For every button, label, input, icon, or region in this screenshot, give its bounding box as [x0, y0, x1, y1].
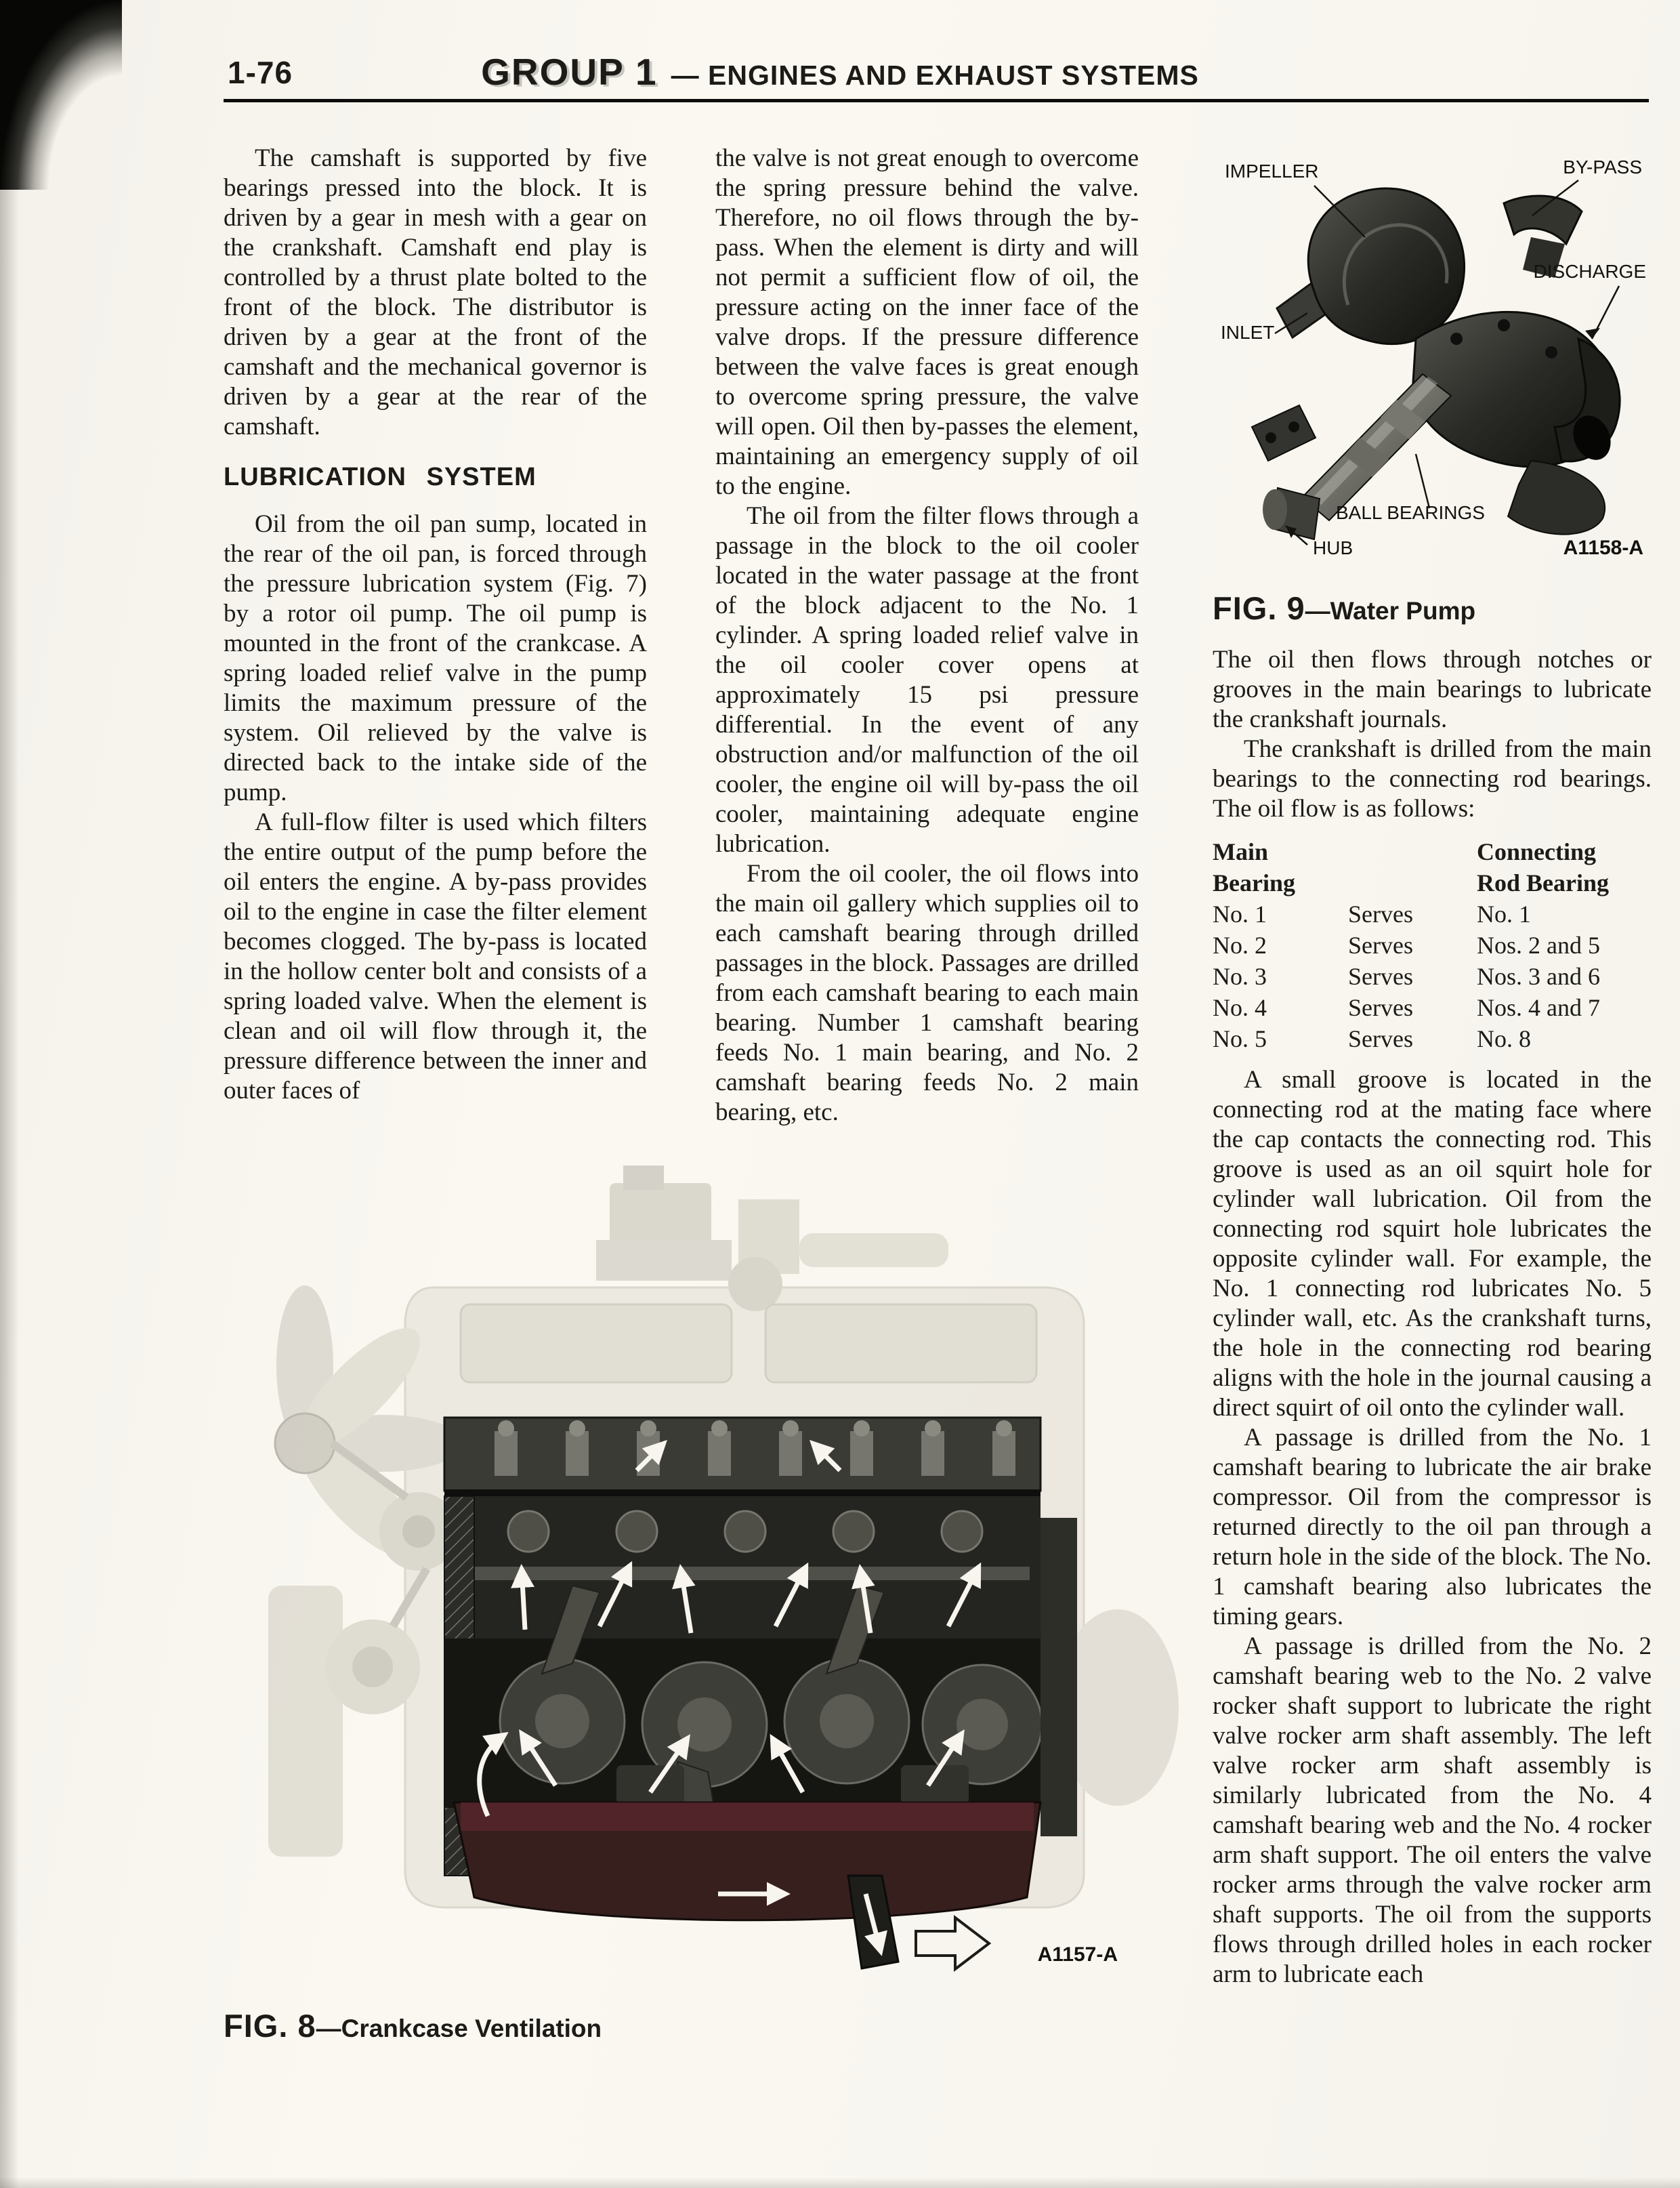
outlet-arrow: [916, 1918, 989, 1969]
table-cell: No. 5: [1213, 1025, 1267, 1052]
column-2: [715, 144, 1139, 1128]
table-cell: Nos. 3 and 6: [1477, 963, 1600, 990]
table-header-rod: Connecting Rod Bearing: [1477, 838, 1610, 896]
figure-crankcase-ventilation: [203, 1152, 1199, 1985]
paragraph: the valve is not great enough to overcome the spring pressure behind the valve. Therefore, no oil flows through the by-pass. When the element is dirty and will not permit a sufficient flow of oil, the pressure acting on the inner face of the valve drops. If the pressure difference between the valve faces is great enough to overcome spring pressure, the valve will open. Oil then by-passes the element, maintaining an emergency supply of oil to the engine.: [715, 144, 1139, 500]
table-cell: Nos. 2 and 5: [1477, 932, 1600, 959]
page-header: [0, 50, 1680, 94]
table-cell: Serves: [1348, 963, 1413, 990]
paragraph: The camshaft is supported by five bearings pressed into the block. It is driven by a gear in mesh with a gear on the crankshaft. Camshaft end play is controlled by a thrust plate bolted to the front of the block. The distributor is driven by a gear at the front of the camshaft and the mechanical governor is driven by a gear at the rear of the camshaft.: [224, 144, 647, 440]
paragraph: The oil from the filter flows through a passage in the block to the oil cooler located in the water passage at the front of the block adjacent to the No. 1 cylinder. A spring loaded relief valve in the oil cooler cover opens at approximately 15 psi pressure differential. In the event of any obstruction and/or malfunction of the oil cooler, the engine oil will by-pass the oil cooler, maintaining adequate engine lubrication.: [715, 502, 1139, 858]
fig9-caption: [1213, 590, 1652, 626]
paragraph: The crankshaft is drilled from the main bearings to the connecting rod bearings. The oil flow is as follows:: [1213, 735, 1652, 823]
paragraph: Oil from the oil pan sump, located in the rear of the oil pan, is forced through the pressure lubrication system (Fig. 7) by a rotor oil pump. The oil pump is mounted in the front of the crankcase. A spring loaded relief valve in the pump limits the maximum pressure of the system. Oil relieved by the valve is directed back to the intake side of the pump.: [224, 510, 647, 806]
figure-water-pump: [1213, 136, 1652, 583]
column-3: [1213, 136, 1652, 1989]
fig8-caption-title: —Crankcase Ventilation: [316, 2015, 602, 2042]
scan-edge-left: [0, 0, 19, 2188]
oil-flow-table: [1213, 836, 1652, 1054]
table-cell: Serves: [1348, 901, 1413, 928]
fig8-caption: [224, 2007, 602, 2044]
scan-corner-artifact: [0, 0, 122, 190]
engine-cutaway-section: [444, 1418, 1077, 1968]
table-cell: No. 8: [1477, 1025, 1531, 1052]
table-cell: Serves: [1348, 932, 1413, 959]
table-cell: Nos. 4 and 7: [1477, 994, 1600, 1021]
table-cell: Serves: [1348, 994, 1413, 1021]
label-discharge: DISCHARGE: [1533, 261, 1646, 282]
water-pump-illustration: [1252, 188, 1620, 539]
paragraph: The oil then flows through notches or grooves in the main bearings to lubricate the crankshaft journals.: [1213, 646, 1652, 733]
label-hub: HUB: [1313, 537, 1353, 558]
table-cell: No. 4: [1213, 994, 1267, 1021]
paragraph: A full-flow filter is used which filters the entire output of the pump before the oil enters the engine. A by-pass provides oil to the engine in case the filter element becomes clogged. The by-pass is located in the hollow center bolt and consists of a spring loaded valve. When the element is clean and oil will flow through it, the pressure difference between the inner and outer faces of: [224, 808, 647, 1105]
label-inlet: INLET: [1221, 322, 1275, 343]
paragraph: A passage is drilled from the No. 2 camshaft bearing web to the No. 2 valve rocker shaft support to lubricate the right valve rocker arm shaft assembly. The left valve rocker arm shaft assembly is similarly lubricated from the No. 4 camshaft bearing web and the No. 4 rocker arm shaft support. The oil enters the valve rocker arms through the valve rocker arm shaft supports. The oil from the supports flows through drilled holes in each rocker arm to lubricate each: [1213, 1632, 1652, 1988]
section-heading-lubrication-system: LUBRICATION SYSTEM: [224, 463, 537, 491]
table-cell: No. 2: [1213, 932, 1267, 959]
label-impeller: IMPELLER: [1225, 161, 1319, 182]
label-ball-bearings: BALL BEARINGS: [1336, 502, 1485, 523]
table-header-spacer: [1348, 836, 1477, 899]
paragraph: A small groove is located in the connecting rod at the mating face where the cap contacts the connecting rod. This groove is used as an oil squirt hole for cylinder wall lubrication. Oil from the connecting rod squirt hole lubricates the opposite cylinder wall. For example, the No. 1 connecting rod lubricates No. 5 cylinder wall, etc. As the crankshaft turns, the hole in the connecting rod bearing aligns with the hole in the journal causing a direct squirt of oil onto the cylinder wall.: [1213, 1066, 1652, 1422]
page-number: 1-76: [228, 55, 293, 90]
fig8-reference-code: A1157-A: [1037, 1943, 1118, 1966]
fig9-caption-number: FIG. 9: [1213, 590, 1305, 626]
column-1: [224, 144, 647, 1106]
table-cell: No. 1: [1477, 901, 1531, 928]
label-bypass: BY-PASS: [1563, 157, 1642, 178]
scan-edge-bottom: [0, 2177, 1680, 2188]
fig8-caption-number: FIG. 8: [224, 2008, 316, 2044]
fig9-reference-code: A1158-A: [1563, 537, 1643, 559]
table-cell: Serves: [1348, 1025, 1413, 1052]
fig9-caption-title: —Water Pump: [1305, 597, 1476, 625]
header-title-text: — ENGINES AND EXHAUST SYSTEMS: [671, 60, 1199, 91]
paragraph: From the oil cooler, the oil flows into the main oil gallery which supplies oil to each camshaft bearing through drilled passages in the block. Passages are drilled from each camshaft bearing to each main bearing. Number 1 camshaft bearing feeds No. 1 main bearing, and No. 2 camshaft bearing feeds No. 2 main bearing, etc.: [715, 860, 1139, 1126]
header-rule: [224, 99, 1649, 102]
table-header-main: Main Bearing: [1213, 838, 1295, 896]
header-group-label: GROUP 1: [481, 51, 658, 93]
table-cell: No. 1: [1213, 901, 1267, 928]
paragraph: A passage is drilled from the No. 1 camshaft bearing to lubricate the air brake compressor. Oil from the compressor is returned directly to the oil pan through a return hole in the side of the block. The No. 1 camshaft bearing also lubricates the timing gears.: [1213, 1424, 1652, 1630]
table-cell: No. 3: [1213, 963, 1267, 990]
